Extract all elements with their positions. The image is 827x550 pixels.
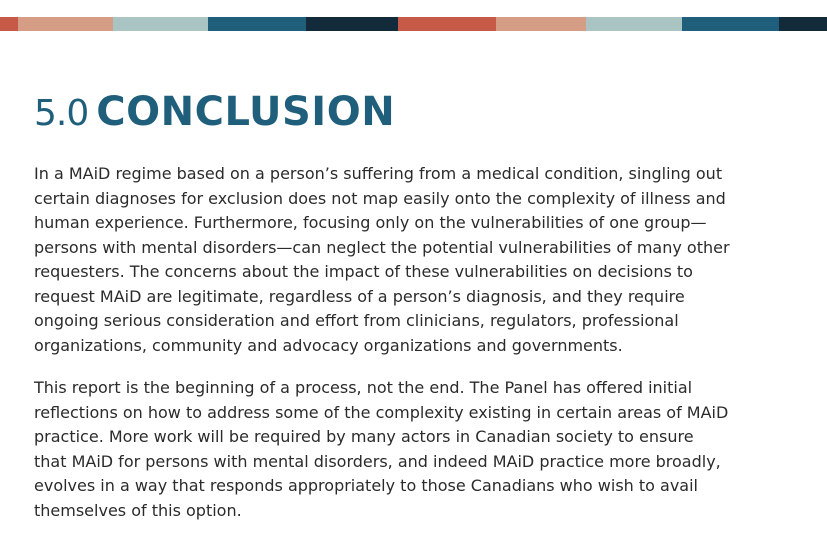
- band-segment: [682, 17, 779, 31]
- band-segment: [0, 17, 18, 31]
- section-title: CONCLUSION: [96, 89, 396, 135]
- paragraph-line: In a MAiD regime based on a person’s suffering from a medical condition, singling out: [34, 164, 723, 183]
- decorative-color-band: [0, 17, 827, 31]
- paragraph-line: human experience. Furthermore, focusing only on the vulnerabilities of one group—: [34, 213, 707, 232]
- band-segment: [586, 17, 682, 31]
- band-segment: [18, 17, 113, 31]
- paragraph-line: request MAiD are legitimate, regardless of a person’s diagnosis, and they require: [34, 286, 685, 306]
- paragraph-line: themselves of this option.: [34, 500, 242, 520]
- paragraph-line: reflections on how to address some of the complexity existing in certain areas of MAiD: [34, 402, 729, 422]
- paragraph-line: evolves in a way that responds appropriately to those Canadians who wish to avail: [34, 476, 698, 495]
- paragraph-line: that MAiD for persons with mental disorders, and indeed MAiD practice more broadly,: [34, 451, 721, 471]
- paragraph-line: requesters. The concerns about the impact of these vulnerabilities on decisions to: [34, 262, 693, 281]
- band-segment: [208, 17, 306, 31]
- paragraph-line: practice. More work will be required by many actors in Canadian society to ensure: [34, 427, 694, 446]
- paragraph-line: This report is the beginning of a process, not the end. The Panel has offered initial: [34, 378, 693, 397]
- band-segment: [496, 17, 586, 31]
- band-segment: [113, 17, 208, 31]
- paragraph-line: persons with mental disorders—can neglect the potential vulnerabilities of many other: [34, 237, 730, 257]
- section-number: 5.0: [34, 93, 89, 134]
- paragraph-2: [34, 376, 809, 523]
- band-segment: [398, 17, 496, 31]
- paragraph-line: certain diagnoses for exclusion does not map easily onto the complexity of illness and: [34, 188, 726, 208]
- section-heading: [34, 86, 395, 140]
- band-segment: [306, 17, 398, 31]
- band-segment: [779, 17, 827, 31]
- paragraph-line: ongoing serious consideration and effort from clinicians, regulators, professional: [34, 311, 679, 330]
- paragraph-1: [34, 162, 809, 358]
- paragraph-line: organizations, community and advocacy organizations and governments.: [34, 335, 623, 355]
